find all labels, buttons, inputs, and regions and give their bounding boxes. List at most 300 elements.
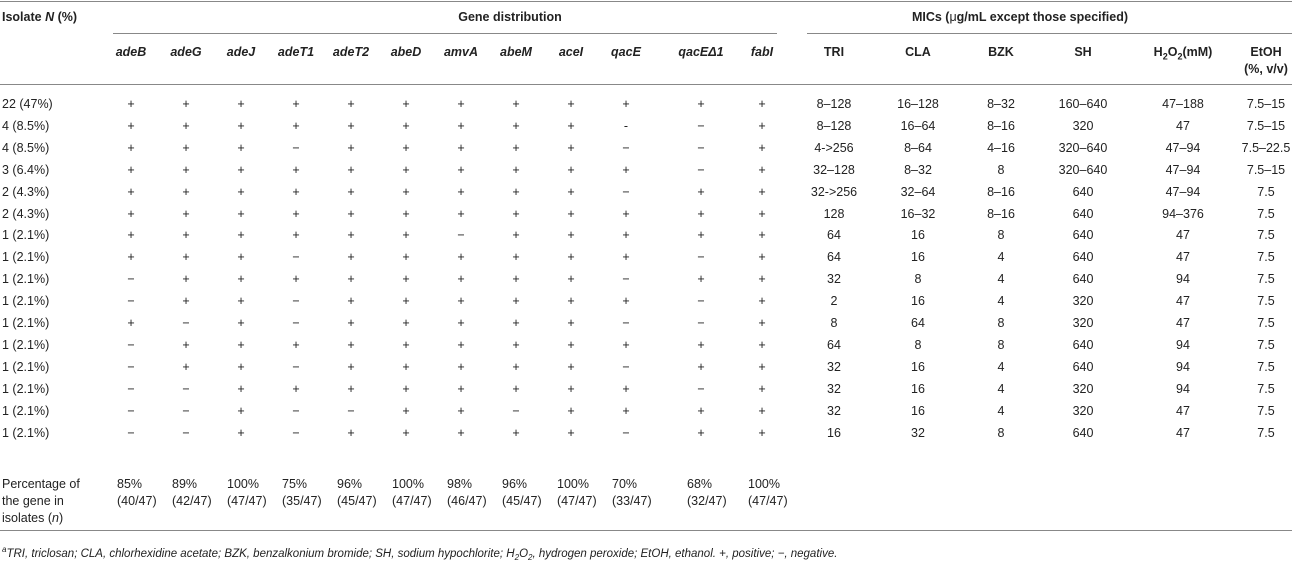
gene-presence-cell: + (622, 403, 630, 418)
gene-presence-cell: + (457, 97, 465, 111)
gene-presence-cell: + (758, 316, 766, 330)
mic-value-cell: 8–16 (987, 184, 1015, 199)
mic-value-cell: 8 (997, 316, 1005, 330)
gene-presence-cell: − (622, 272, 630, 287)
gene-presence-cell: + (622, 97, 630, 111)
mic-value-cell: 128 (823, 206, 845, 221)
gene-presence-cell: + (347, 206, 355, 221)
gene-presence-cell: + (347, 425, 355, 440)
gene-presence-cell: − (292, 250, 300, 265)
mic-value-cell: 4 (997, 403, 1005, 418)
gene-presence-cell: + (402, 272, 410, 287)
gene-presence-cell: − (697, 381, 705, 396)
mic-value-cell: 8–128 (816, 118, 852, 133)
gene-presence-cell: − (292, 316, 300, 330)
gene-presence-cell: + (347, 272, 355, 287)
mic-value-cell: 32–64 (900, 184, 936, 199)
gene-presence-cell: + (347, 118, 355, 133)
gene-presence-cell: + (182, 140, 190, 155)
gene-presence-cell: − (127, 425, 135, 440)
gene-presence-cell: + (567, 250, 575, 265)
gene-presence-cell: + (402, 403, 410, 418)
gene-column-header: adeB (115, 45, 147, 59)
percentage-row-label: Percentage of the gene in isolates (n) (2, 477, 80, 525)
gene-presence-cell: − (457, 228, 465, 243)
gene-presence-cell: + (512, 294, 520, 309)
mic-value-cell: 16 (911, 359, 925, 374)
mic-value-cell: 8 (914, 272, 922, 287)
gene-presence-cell: + (347, 250, 355, 265)
gene-presence-cell: − (622, 316, 630, 330)
gene-presence-cell: + (758, 403, 766, 418)
gene-presence-cell: + (457, 403, 465, 418)
mic-value-cell: 4 (997, 359, 1005, 374)
table-footnote: $^a$TRI, triclosan; CLA, chlorhexidine acetate; BZK, benzalkonium bromide; SH, sodium hypochlorite; $H_2O_2$, hydrogen peroxide; EtOH, ethanol. +, positive; −, negative. (2, 545, 838, 563)
gene-presence-cell: + (512, 184, 520, 199)
gene-presence-cell: − (127, 359, 135, 374)
gene-presence-cell: + (292, 228, 300, 243)
gene-presence-cell: + (402, 337, 410, 352)
gene-presence-cell: + (512, 97, 520, 111)
gene-presence-cell: − (697, 294, 705, 309)
gene-presence-cell: + (758, 162, 766, 177)
gene-presence-cell: + (512, 206, 520, 221)
gene-presence-cell: + (182, 97, 190, 111)
gene-presence-cell: + (567, 294, 575, 309)
gene-presence-cell: + (292, 118, 300, 133)
gene-presence-cell: − (622, 184, 630, 199)
isolate-cell: 1 (2.1%) (2, 359, 50, 374)
mic-value-cell: 47 (1176, 403, 1190, 418)
gene-presence-cell: + (567, 162, 575, 177)
mic-value-cell: 64 (911, 316, 925, 330)
gene-presence-cell: + (512, 250, 520, 265)
mic-value-cell: 94 (1176, 337, 1190, 352)
gene-presence-cell: + (457, 272, 465, 287)
mic-value-cell: 7.5 (1257, 184, 1275, 199)
gene-presence-cell: + (758, 97, 766, 111)
gene-presence-cell: + (457, 118, 465, 133)
bottom-rule (0, 530, 1292, 531)
gene-presence-cell: + (457, 250, 465, 265)
gene-presence-cell: + (457, 162, 465, 177)
mic-value-cell: 8–64 (904, 140, 932, 155)
gene-presence-cell: + (457, 381, 465, 396)
gene-presence-cell: − (292, 359, 300, 374)
mic-value-cell: 640 (1072, 337, 1094, 352)
gene-presence-cell: + (758, 381, 766, 396)
gene-presence-cell: + (237, 118, 245, 133)
isolate-cell: 3 (6.4%) (2, 162, 50, 177)
isolate-header: Isolate N (%) (2, 10, 78, 24)
gene-presence-cell: + (237, 97, 245, 111)
gene-presence-cell: − (127, 294, 135, 309)
gene-presence-cell: + (567, 316, 575, 330)
percentage-cell: 100% (47/47) (748, 477, 788, 508)
gene-presence-cell: + (457, 316, 465, 330)
mics-underline (807, 33, 1292, 34)
gene-presence-cell: + (457, 337, 465, 352)
gene-presence-cell: + (457, 294, 465, 309)
gene-presence-cell: − (182, 316, 190, 330)
gene-presence-cell: + (292, 337, 300, 352)
isolate-cell: 2 (4.3%) (2, 184, 50, 199)
mic-value-cell: 16 (827, 425, 841, 440)
mic-value-cell: 16 (911, 403, 925, 418)
gene-presence-cell: + (127, 206, 135, 221)
mic-value-cell: 8 (997, 228, 1005, 243)
isolate-cell: 1 (2.1%) (2, 294, 50, 309)
gene-column-header: amvA (443, 45, 479, 59)
gene-column-header: fabI (750, 45, 774, 59)
header-rule (0, 84, 1292, 85)
mic-value-cell: 7.5–15 (1246, 118, 1286, 133)
gene-presence-cell: + (622, 294, 630, 309)
gene-presence-cell: + (758, 250, 766, 265)
gene-presence-cell: + (457, 184, 465, 199)
isolate-cell: 1 (2.1%) (2, 403, 50, 418)
mic-value-cell: 47 (1176, 250, 1190, 265)
mic-value-cell: 47 (1176, 118, 1190, 133)
gene-presence-cell: + (697, 337, 705, 352)
gene-presence-cell: + (567, 184, 575, 199)
gene-presence-cell: − (127, 403, 135, 418)
mic-value-cell: 47 (1176, 294, 1190, 309)
gene-presence-cell: + (697, 184, 705, 199)
gene-presence-cell: - (623, 118, 629, 133)
gene-presence-cell: + (347, 162, 355, 177)
isolate-cell: 1 (2.1%) (2, 272, 50, 287)
gene-presence-cell: + (237, 359, 245, 374)
gene-presence-cell: + (758, 272, 766, 287)
gene-presence-cell: − (182, 403, 190, 418)
gene-presence-cell: + (347, 337, 355, 352)
gene-presence-cell: + (127, 162, 135, 177)
gene-presence-cell: + (127, 97, 135, 111)
mic-value-cell: 320–640 (1058, 162, 1108, 177)
gene-presence-cell: + (402, 425, 410, 440)
gene-presence-cell: + (402, 118, 410, 133)
mic-value-cell: 32 (911, 425, 925, 440)
mic-value-cell: 7.5–15 (1246, 97, 1286, 111)
mic-value-cell: 8–16 (987, 206, 1015, 221)
mic-value-cell: 7.5 (1257, 250, 1275, 265)
mic-value-cell: 7.5 (1257, 425, 1275, 440)
gene-presence-cell: + (512, 381, 520, 396)
mic-value-cell: 4 (997, 250, 1005, 265)
mic-value-cell: 4–16 (987, 140, 1015, 155)
mic-value-cell: 7.5 (1257, 272, 1275, 287)
mic-value-cell: 8–32 (904, 162, 932, 177)
mic-value-cell: 32 (827, 272, 841, 287)
gene-presence-cell: + (127, 316, 135, 330)
gene-presence-cell: + (758, 206, 766, 221)
gene-presence-cell: − (697, 316, 705, 330)
mics-header: MICs (μg/mL except those specified) (911, 10, 1129, 24)
gene-presence-cell: + (758, 425, 766, 440)
mic-value-cell: 8–16 (987, 118, 1015, 133)
percentage-cell: 68% (32/47) (687, 477, 727, 508)
gene-presence-cell: + (182, 359, 190, 374)
gene-presence-cell: + (402, 294, 410, 309)
mic-value-cell: 640 (1072, 359, 1094, 374)
isolate-cell: 1 (2.1%) (2, 381, 50, 396)
gene-presence-cell: + (622, 206, 630, 221)
percentage-cell: 70% (33/47) (612, 477, 652, 508)
isolate-cell: 1 (2.1%) (2, 337, 50, 352)
gene-presence-cell: + (457, 140, 465, 155)
mic-value-cell: 16–64 (900, 118, 936, 133)
gene-presence-cell: + (567, 337, 575, 352)
gene-presence-cell: + (237, 272, 245, 287)
mic-value-cell: 4 (997, 381, 1005, 396)
gene-presence-cell: + (292, 162, 300, 177)
gene-column-header: qacEΔ1 (678, 45, 724, 59)
gene-column-header: adeT2 (332, 45, 370, 59)
gene-presence-cell: − (292, 425, 300, 440)
gene-presence-cell: − (622, 140, 630, 155)
isolate-cell: 4 (8.5%) (2, 118, 50, 133)
mic-value-cell: 47 (1176, 425, 1190, 440)
mic-value-cell: 94 (1176, 359, 1190, 374)
isolate-cell: 2 (4.3%) (2, 206, 50, 221)
percentage-cell: 96% (45/47) (502, 477, 542, 508)
mic-value-cell: 2 (830, 294, 838, 309)
gene-presence-cell: + (182, 118, 190, 133)
gene-presence-cell: + (622, 162, 630, 177)
mic-value-cell: 32->256 (810, 184, 858, 199)
gene-presence-cell: + (237, 337, 245, 352)
gene-presence-cell: − (182, 381, 190, 396)
gene-presence-cell: + (567, 97, 575, 111)
gene-presence-cell: + (622, 337, 630, 352)
isolate-cell: 1 (2.1%) (2, 316, 50, 330)
gene-column-header: aceI (558, 45, 584, 59)
gene-presence-cell: + (567, 228, 575, 243)
mic-value-cell: 4 (997, 294, 1005, 309)
mic-column-header: BZK (988, 45, 1014, 59)
gene-presence-cell: + (402, 228, 410, 243)
gene-presence-cell: + (622, 250, 630, 265)
top-rule (0, 1, 1292, 2)
etoh-column-header: EtOH (%, v/v) (1244, 45, 1288, 76)
mic-value-cell: 94 (1176, 272, 1190, 287)
percentage-cell: 75% (35/47) (282, 477, 322, 508)
gene-presence-cell: + (237, 162, 245, 177)
percentage-cell: 100% (47/47) (557, 477, 597, 508)
gene-presence-cell: + (697, 359, 705, 374)
percentage-cell: 98% (46/47) (447, 477, 487, 508)
gene-presence-cell: + (237, 250, 245, 265)
mic-value-cell: 94 (1176, 381, 1190, 396)
mic-value-cell: 16–32 (900, 206, 936, 221)
gene-presence-cell: + (127, 228, 135, 243)
mic-value-cell: 4->256 (814, 140, 854, 155)
gene-presence-cell: + (292, 381, 300, 396)
gene-presence-cell: + (697, 206, 705, 221)
gene-presence-cell: − (292, 294, 300, 309)
gene-presence-cell: − (127, 337, 135, 352)
mic-value-cell: 7.5–15 (1246, 162, 1286, 177)
isolate-cell: 1 (2.1%) (2, 250, 50, 265)
gene-presence-cell: + (292, 206, 300, 221)
gene-column-header: abeD (390, 45, 422, 59)
h2o2-column-header: $H_2O_2(mM)$ (1153, 45, 1213, 62)
gene-presence-cell: + (567, 272, 575, 287)
mic-value-cell: 47 (1176, 228, 1190, 243)
mic-value-cell: 16 (911, 381, 925, 396)
mic-value-cell: 640 (1072, 250, 1094, 265)
gene-presence-cell: + (567, 359, 575, 374)
gene-presence-cell: + (127, 140, 135, 155)
mic-value-cell: 7.5 (1257, 337, 1275, 352)
mic-value-cell: 8–128 (816, 97, 852, 111)
gene-presence-cell: + (127, 184, 135, 199)
gene-presence-cell: + (292, 97, 300, 111)
gene-presence-cell: + (697, 403, 705, 418)
gene-presence-cell: + (402, 140, 410, 155)
mic-value-cell: 8–32 (987, 97, 1015, 111)
gene-presence-cell: + (237, 425, 245, 440)
gene-presence-cell: + (347, 294, 355, 309)
gene-presence-cell: + (697, 425, 705, 440)
gene-presence-cell: − (347, 403, 355, 418)
mic-value-cell: 640 (1072, 228, 1094, 243)
mic-value-cell: 640 (1072, 206, 1094, 221)
mic-value-cell: 320 (1072, 294, 1094, 309)
gene-presence-cell: + (347, 316, 355, 330)
mic-value-cell: 320 (1072, 403, 1094, 418)
mic-value-cell: 8 (914, 337, 922, 352)
gene-presence-cell: + (402, 250, 410, 265)
mic-value-cell: 16 (911, 250, 925, 265)
percentage-cell: 96% (45/47) (337, 477, 377, 508)
gene-presence-cell: + (512, 359, 520, 374)
mic-value-cell: 640 (1072, 425, 1094, 440)
gene-presence-cell: + (402, 97, 410, 111)
mic-value-cell: 47–188 (1162, 97, 1204, 111)
mic-value-cell: 8 (997, 337, 1005, 352)
gene-presence-cell: + (697, 97, 705, 111)
mic-value-cell: 16–128 (897, 97, 939, 111)
gene-presence-cell: − (697, 162, 705, 177)
gene-presence-cell: + (567, 140, 575, 155)
gene-column-header: adeJ (226, 45, 256, 59)
mic-column-header: SH (1074, 45, 1092, 59)
gene-column-header: adeG (170, 45, 202, 59)
mic-value-cell: 640 (1072, 184, 1094, 199)
percentage-cell: 89% (42/47) (172, 477, 212, 508)
gene-presence-cell: − (292, 140, 300, 155)
gene-presence-cell: + (347, 184, 355, 199)
mic-value-cell: 7.5 (1257, 359, 1275, 374)
gene-presence-cell: + (512, 162, 520, 177)
gene-presence-cell: + (127, 250, 135, 265)
gene-presence-cell: + (567, 381, 575, 396)
gene-presence-cell: + (697, 228, 705, 243)
gene-presence-cell: + (567, 118, 575, 133)
gene-presence-cell: + (237, 294, 245, 309)
gene-presence-cell: − (292, 403, 300, 418)
mic-value-cell: 320–640 (1058, 140, 1108, 155)
gene-presence-cell: + (182, 184, 190, 199)
gene-presence-cell: + (402, 206, 410, 221)
mic-value-cell: 7.5 (1257, 206, 1275, 221)
gene-presence-cell: + (512, 118, 520, 133)
mic-value-cell: 7.5 (1257, 381, 1275, 396)
mic-value-cell: 64 (827, 250, 841, 265)
gene-presence-cell: + (402, 381, 410, 396)
gene-column-header: qacE (611, 45, 641, 59)
gene-presence-cell: + (347, 381, 355, 396)
mic-value-cell: 47 (1176, 316, 1190, 330)
mic-value-cell: 7.5 (1257, 403, 1275, 418)
mic-value-cell: 32 (827, 381, 841, 396)
mic-value-cell: 32–128 (813, 162, 855, 177)
mic-value-cell: 94–376 (1162, 206, 1204, 221)
mic-value-cell: 320 (1072, 316, 1094, 330)
gene-presence-cell: − (127, 272, 135, 287)
mic-value-cell: 8 (830, 316, 838, 330)
mic-column-header: TRI (823, 45, 845, 59)
gene-presence-cell: + (758, 118, 766, 133)
gene-presence-cell: + (457, 206, 465, 221)
mic-value-cell: 64 (827, 228, 841, 243)
gene-presence-cell: + (512, 272, 520, 287)
gene-presence-cell: − (512, 403, 520, 418)
gene-presence-cell: + (567, 206, 575, 221)
gene-presence-cell: + (292, 272, 300, 287)
mic-value-cell: 640 (1072, 272, 1094, 287)
gene-presence-cell: + (457, 359, 465, 374)
mic-value-cell: 47–94 (1165, 162, 1201, 177)
gene-presence-cell: + (512, 316, 520, 330)
gene-presence-cell: + (567, 425, 575, 440)
mic-value-cell: 32 (827, 403, 841, 418)
mic-value-cell: 4 (997, 272, 1005, 287)
gene-distribution-underline (113, 33, 777, 34)
gene-presence-cell: + (512, 425, 520, 440)
gene-presence-cell: + (512, 337, 520, 352)
gene-presence-cell: − (127, 381, 135, 396)
gene-presence-cell: + (758, 359, 766, 374)
gene-presence-cell: + (347, 97, 355, 111)
gene-presence-cell: + (402, 359, 410, 374)
gene-presence-cell: + (347, 228, 355, 243)
gene-presence-cell: + (182, 250, 190, 265)
percentage-cell: 85% (40/47) (117, 477, 157, 508)
isolate-cell: 1 (2.1%) (2, 228, 50, 243)
gene-presence-cell: + (758, 294, 766, 309)
mic-value-cell: 8 (997, 425, 1005, 440)
mic-value-cell: 7.5–22.5 (1241, 140, 1291, 155)
gene-presence-cell: − (622, 425, 630, 440)
isolate-cell: 4 (8.5%) (2, 140, 50, 155)
percentage-cell: 100% (47/47) (392, 477, 432, 508)
mic-value-cell: 47–94 (1165, 184, 1201, 199)
gene-presence-cell: + (237, 316, 245, 330)
gene-presence-cell: + (457, 425, 465, 440)
gene-presence-cell: + (182, 272, 190, 287)
gene-presence-cell: + (567, 403, 575, 418)
gene-presence-cell: + (758, 140, 766, 155)
gene-presence-cell: − (182, 425, 190, 440)
gene-presence-cell: + (237, 206, 245, 221)
gene-presence-cell: + (512, 228, 520, 243)
gene-presence-cell: + (237, 228, 245, 243)
gene-presence-cell: + (237, 381, 245, 396)
mic-value-cell: 320 (1072, 118, 1094, 133)
